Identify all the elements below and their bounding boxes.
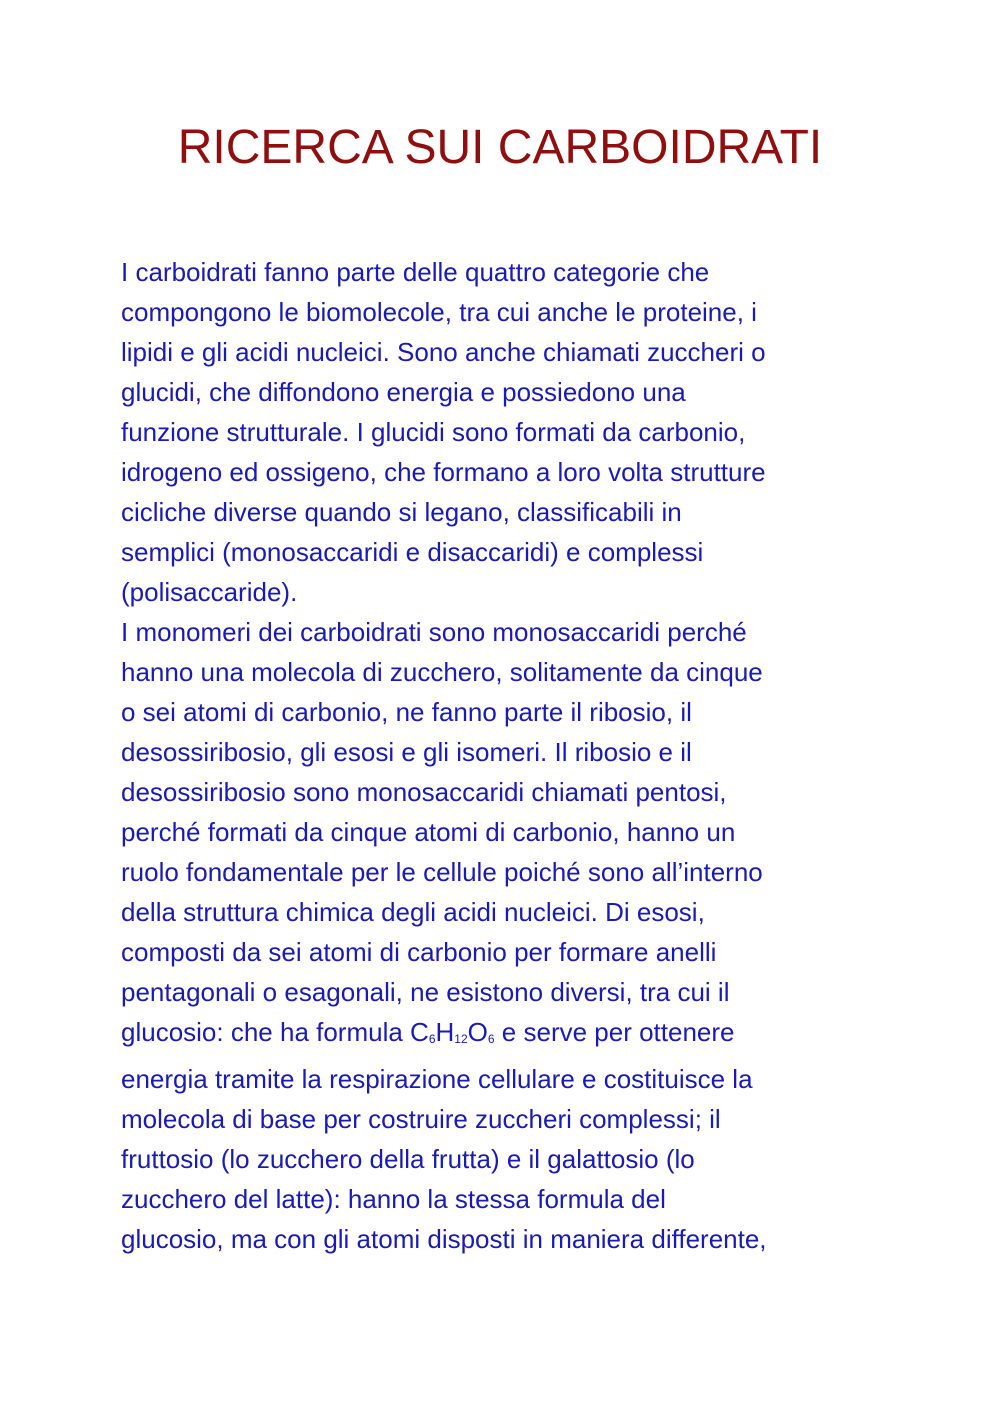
text-line: I carboidrati fanno parte delle quattro categorie che: [121, 257, 710, 287]
text-line: della struttura chimica degli acidi nucleici. Di esosi,: [121, 897, 705, 927]
text-line: pentagonali o esagonali, ne esistono diversi, tra cui il: [121, 977, 730, 1007]
text-line: energia tramite la respirazione cellulare e costituisce la: [121, 1064, 753, 1094]
formula-line: [121, 1012, 901, 1059]
text-line: molecola di base per costruire zuccheri complessi; il: [121, 1104, 721, 1134]
text-line: glucidi, che diffondono energia e possiedono una: [121, 377, 686, 407]
page-title: RICERCA SUI CARBOIDRATI: [177, 121, 823, 174]
text-line: idrogeno ed ossigeno, che formano a loro volta strutture: [121, 457, 766, 487]
text-line: perché formati da cinque atomi di carbonio, hanno un: [121, 817, 736, 847]
formula-hydrogen-subscript: 12: [454, 1032, 468, 1046]
formula-line-before: glucosio: che ha formula: [121, 1017, 411, 1047]
text-line: ruolo fondamentale per le cellule poiché sono all’interno: [121, 857, 763, 887]
text-line: glucosio, ma con gli atomi disposti in maniera differente,: [121, 1224, 767, 1254]
formula-line-after: e serve per ottenere: [494, 1017, 735, 1047]
formula-oxygen: O: [467, 1017, 488, 1047]
text-line: lipidi e gli acidi nucleici. Sono anche chiamati zuccheri o: [121, 337, 766, 367]
text-line: compongono le biomolecole, tra cui anche le proteine, i: [121, 297, 757, 327]
formula-oxygen-subscript: 6: [487, 1032, 495, 1046]
text-line: desossiribosio, gli esosi e gli isomeri. Il ribosio e il: [121, 737, 692, 767]
formula-carbon: C: [410, 1017, 429, 1047]
text-line: semplici (monosaccaridi e disaccaridi) e complessi: [121, 537, 704, 567]
formula-carbon-subscript: 6: [428, 1032, 436, 1046]
formula-hydrogen: H: [435, 1017, 455, 1047]
text-line: (polisaccaride).: [121, 577, 298, 607]
text-line: o sei atomi di carbonio, ne fanno parte il ribosio, il: [121, 697, 692, 727]
text-line: I monomeri dei carboidrati sono monosaccaridi perché: [121, 617, 747, 647]
text-line: desossiribosio sono monosaccaridi chiamati pentosi,: [121, 777, 727, 807]
text-line: funzione strutturale. I glucidi sono formati da carbonio,: [121, 417, 746, 447]
text-line: zucchero del latte): hanno la stessa formula del: [121, 1184, 666, 1214]
text-line: fruttosio (lo zucchero della frutta) e il galattosio (lo: [121, 1144, 695, 1174]
body-text: [121, 252, 901, 1259]
text-line: composti da sei atomi di carbonio per formare anelli: [121, 937, 717, 967]
text-line: hanno una molecola di zucchero, solitamente da cinque: [121, 657, 763, 687]
text-line: cicliche diverse quando si legano, classificabili in: [121, 497, 682, 527]
